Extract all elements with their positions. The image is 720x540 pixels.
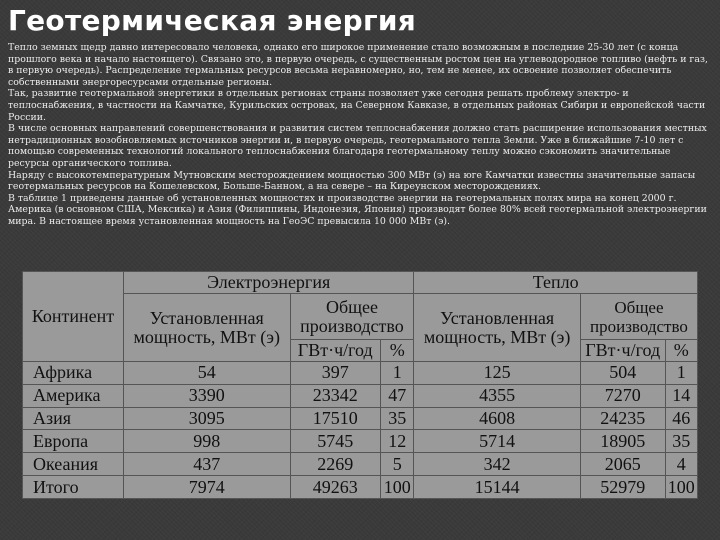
cell-heat-pct: 100	[665, 476, 697, 499]
subheader-percent: %	[381, 340, 414, 362]
cell-electric-mw: 3095	[124, 407, 291, 430]
cell-continent: Океания	[23, 453, 124, 476]
cell-electric-mw: 7974	[124, 476, 291, 499]
cell-electric-pct: 100	[381, 476, 414, 499]
cell-heat-pct: 35	[665, 430, 697, 453]
cell-electric-gwh: 17510	[290, 407, 380, 430]
table-group-header-row	[23, 272, 698, 294]
cell-electric-gwh: 397	[290, 362, 380, 385]
cell-heat-mw: 4608	[414, 407, 581, 430]
cell-continent: Европа	[23, 430, 124, 453]
cell-heat-gwh: 52979	[580, 476, 665, 499]
cell-continent: Азия	[23, 407, 124, 430]
group-header-electric: Электроэнергия	[124, 272, 414, 294]
cell-electric-gwh: 49263	[290, 476, 380, 499]
cell-heat-mw: 342	[414, 453, 581, 476]
cell-heat-mw: 5714	[414, 430, 581, 453]
cell-continent: Африка	[23, 362, 124, 385]
cell-heat-gwh: 18905	[580, 430, 665, 453]
cell-electric-gwh: 5745	[290, 430, 380, 453]
cell-heat-pct: 4	[665, 453, 697, 476]
column-header-installed-electric: Установленная мощность, МВт (э)	[124, 294, 291, 362]
cell-heat-pct: 14	[665, 384, 697, 407]
data-table	[22, 271, 698, 499]
paragraph: В таблице 1 приведены данные об установленных мощностях и производстве энергии на геотермальных полях мира на конец 2000 г.	[8, 192, 677, 204]
table-row	[23, 407, 698, 430]
cell-continent: Итого	[23, 476, 124, 499]
cell-electric-mw: 54	[124, 362, 291, 385]
paragraph: Америка (в основном США, Мексика) и Азия (Филиппины, Индонезия, Япония) производят более 80% всей геотермальной электроэнергии мира. В настоящее время установленная мощность на ГеоЭС превысила 10 000 МВт (э).	[8, 204, 707, 227]
cell-heat-gwh: 24235	[580, 407, 665, 430]
table-row	[23, 453, 698, 476]
cell-electric-gwh: 23342	[290, 384, 380, 407]
cell-electric-pct: 47	[381, 384, 414, 407]
table-row	[23, 362, 698, 385]
table-header-row	[23, 294, 698, 340]
cell-heat-mw: 15144	[414, 476, 581, 499]
column-header-continent: Континент	[23, 272, 124, 362]
table-row	[23, 430, 698, 453]
paragraph: В числе основных направлений совершенствования и развития систем теплоснабжения должно стать расширение использования местных нетрадиционных возобновляемых источников энергии и, в первую очередь, геотермального тепла Земли. Уже в ближайшие 7-10 лет с помощью современных технологий локального теплоснабжения благодаря геотермальному теплу можно сэкономить значительные ресурсы органического топлива.	[8, 123, 707, 169]
paragraph: Так, развитие геотермальной энергетики в отдельных регионах страны позволяет уже сегодня решать проблему электро- и теплоснабжения, в частности на Камчатке, Курильских островах, на Северном Кавказе, в отдельных районах Сибири и европейской части России.	[8, 88, 706, 123]
subheader-gwh: ГВт·ч/год	[580, 340, 665, 362]
paragraph: Тепло земных щедр давно интересовало человека, однако его широкое применение стало возможным в последние 25-30 лет (с конца прошлого века и начало настоящего). Связано это, в первую очередь, с существенным ростом цен на углеводородное топливо (нефть и газ, в первую очередь). Распределение термальных ресурсов весьма неравномерно, но, тем не менее, их освоение позволяет обеспечить собственными энергоресурсами отдельные регионы.	[8, 42, 709, 88]
group-header-heat: Тепло	[414, 272, 698, 294]
column-header-installed-heat: Установленная мощность, МВт (э)	[414, 294, 581, 362]
cell-electric-mw: 437	[124, 453, 291, 476]
geothermal-table	[22, 271, 698, 499]
cell-heat-pct: 1	[665, 362, 697, 385]
cell-heat-gwh: 7270	[580, 384, 665, 407]
cell-electric-pct: 1	[381, 362, 414, 385]
column-header-total-production-heat: Общее производство	[580, 294, 697, 340]
cell-heat-gwh: 504	[580, 362, 665, 385]
table-row	[23, 384, 698, 407]
column-header-total-production: Общее производство	[290, 294, 414, 340]
paragraph: Наряду с высокотемпературным Мутновским месторождением мощностью 300 МВт (э) на юге Камчатки известны значительные запасы геотермальных ресурсов на Кошелевском, Больше-Банном, а на севере – на Киреунском месторождениях.	[8, 169, 696, 193]
subheader-percent: %	[665, 340, 697, 362]
cell-electric-pct: 12	[381, 430, 414, 453]
cell-electric-mw: 3390	[124, 384, 291, 407]
body-text	[8, 42, 712, 228]
cell-electric-pct: 5	[381, 453, 414, 476]
cell-heat-pct: 46	[665, 407, 697, 430]
cell-heat-mw: 125	[414, 362, 581, 385]
table-row-total	[23, 476, 698, 499]
cell-heat-gwh: 2065	[580, 453, 665, 476]
cell-heat-mw: 4355	[414, 384, 581, 407]
cell-electric-pct: 35	[381, 407, 414, 430]
subheader-gwh: ГВт·ч/год	[290, 340, 380, 362]
cell-electric-mw: 998	[124, 430, 291, 453]
page-title: Геотермическая энергия	[8, 4, 417, 37]
cell-electric-gwh: 2269	[290, 453, 380, 476]
cell-continent: Америка	[23, 384, 124, 407]
